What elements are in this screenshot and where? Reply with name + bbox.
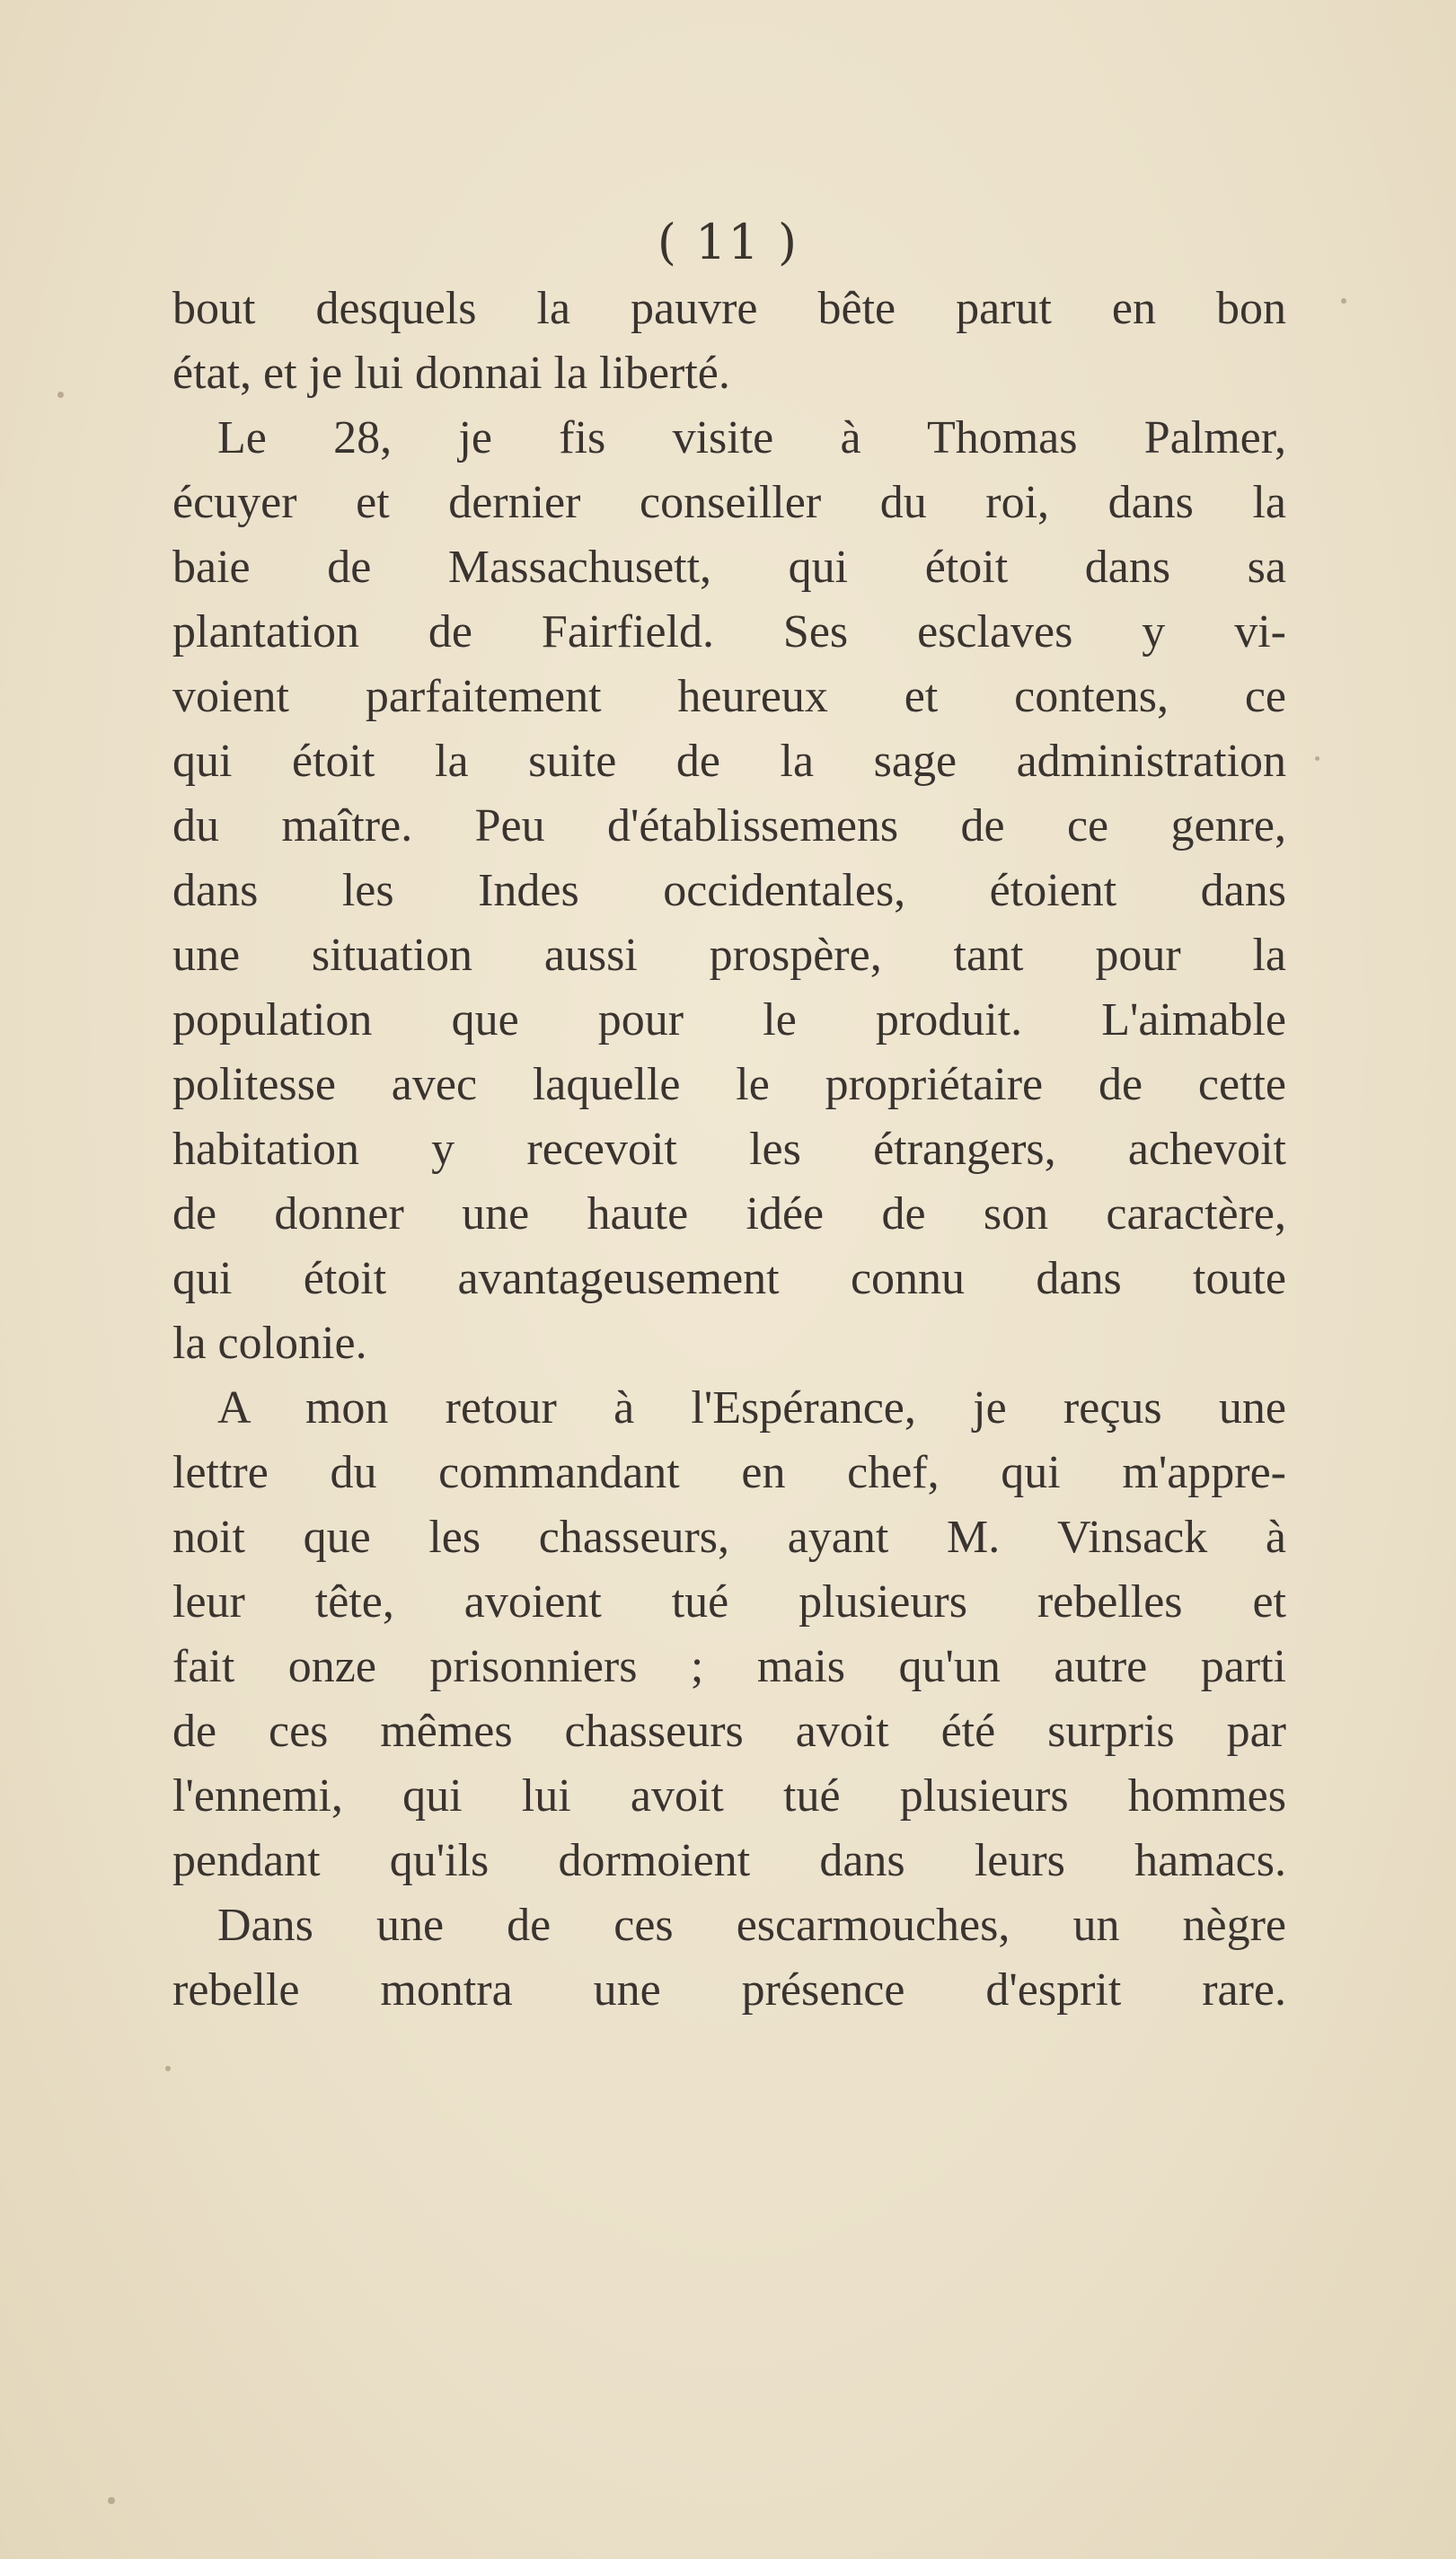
text-line: plantation de Fairfield. Ses esclaves y vi- — [172, 606, 1286, 657]
text-line: dans les Indes occidentales, étoient dans — [172, 865, 1286, 916]
text-line: écuyer et dernier conseiller du roi, dans la — [172, 477, 1286, 528]
text-line: leur tête, avoient tué plusieurs rebelles et — [172, 1576, 1286, 1628]
text-line: du maître. Peu d'établissemens de ce genre, — [172, 800, 1286, 852]
text-line: de donner une haute idée de son caractère, — [172, 1188, 1286, 1240]
text-line: voient parfaitement heureux et contens, ce — [172, 671, 1286, 722]
text-line: bout desquels la pauvre bête parut en bon — [172, 283, 1286, 334]
text-line: fait onze prisonniers ; mais qu'un autre parti — [172, 1641, 1286, 1692]
page-number: ( 11 ) — [657, 214, 799, 270]
text-line: de ces mêmes chasseurs avoit été surpris par — [172, 1706, 1286, 1757]
text-line: baie de Massachusett, qui étoit dans sa — [172, 542, 1286, 593]
text-line: habitation y recevoit les étrangers, achevoit — [172, 1124, 1286, 1175]
text-line: Dans une de ces escarmouches, un nègre — [217, 1900, 1286, 1951]
text-line: lettre du commandant en chef, qui m'appre- — [172, 1447, 1286, 1498]
text-line: qui étoit avantageusement connu dans toute — [172, 1253, 1286, 1304]
paper-spot — [108, 2497, 115, 2504]
paper-spot — [57, 392, 64, 398]
paper-spot — [1315, 756, 1319, 761]
text-line: l'ennemi, qui lui avoit tué plusieurs hommes — [172, 1770, 1286, 1822]
text-line: noit que les chasseurs, ayant M. Vinsack à — [172, 1512, 1286, 1563]
paper-spot — [1341, 298, 1346, 304]
text-line: qui étoit la suite de la sage administration — [172, 736, 1286, 787]
text-line: pendant qu'ils dormoient dans leurs hamacs. — [172, 1835, 1286, 1886]
text-line: population que pour le produit. L'aimable — [172, 994, 1286, 1046]
paper-spot — [165, 2066, 171, 2071]
text-line: politesse avec laquelle le propriétaire de cette — [172, 1059, 1286, 1110]
text-line: Le 28, je fis visite à Thomas Palmer, — [217, 412, 1286, 463]
text-line: une situation aussi prospère, tant pour la — [172, 930, 1286, 981]
text-line: A mon retour à l'Espérance, je reçus une — [217, 1382, 1286, 1434]
text-line: la colonie. — [172, 1318, 367, 1369]
text-line: rebelle montra une présence d'esprit rare. — [172, 1964, 1286, 2016]
text-line: état, et je lui donnai la liberté. — [172, 348, 730, 399]
body-text — [172, 277, 1286, 2023]
